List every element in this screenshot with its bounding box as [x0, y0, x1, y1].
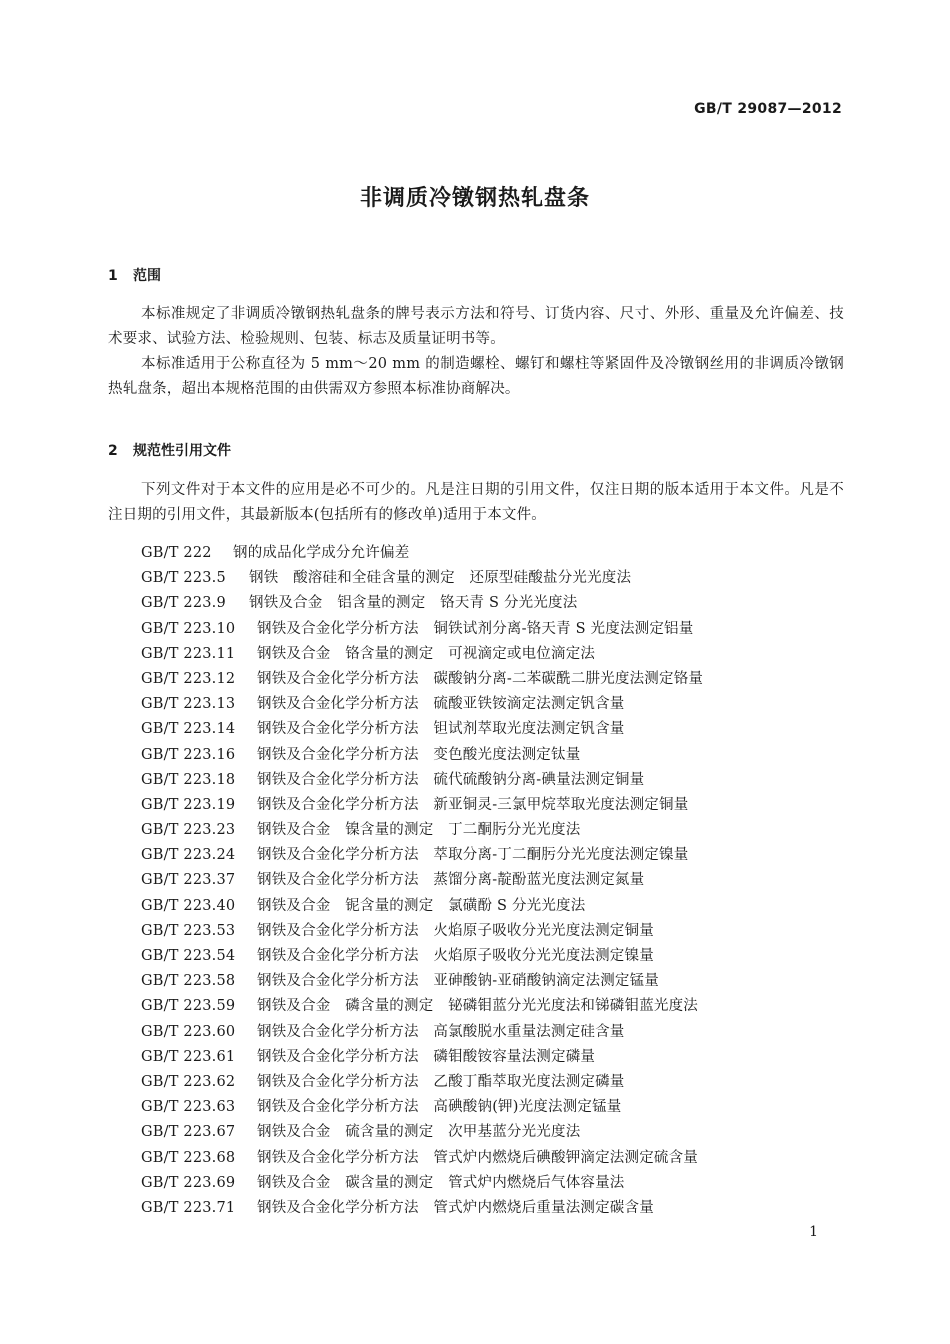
- reference-list: [141, 541, 703, 1221]
- reference-code: GB/T 223.5: [141, 570, 226, 587]
- reference-title: 钢铁及合金化学分析方法 硫代硫酸钠分离-碘量法测定铜量: [257, 771, 645, 788]
- section-number: 2: [108, 443, 118, 459]
- reference-item: [141, 969, 703, 994]
- standard-code: GB/T 29087—2012: [694, 101, 842, 117]
- reference-code: GB/T 223.59: [141, 998, 236, 1015]
- reference-title: 钢铁及合金化学分析方法 蒸馏分离-靛酚蓝光度法测定氮量: [257, 872, 645, 889]
- reference-title: 钢铁及合金化学分析方法 碳酸钠分离-二苯碳酰二肼光度法测定铬量: [257, 670, 704, 687]
- reference-title: 钢铁及合金 铌含量的测定 氯磺酚 S 分光光度法: [257, 897, 586, 914]
- reference-code: GB/T 223.58: [141, 973, 236, 990]
- section-number: 1: [108, 268, 118, 284]
- reference-code: GB/T 223.19: [141, 796, 236, 813]
- reference-title: 钢铁及合金 磷含量的测定 铋磷钼蓝分光光度法和锑磷钼蓝光度法: [257, 998, 698, 1015]
- reference-code: GB/T 223.53: [141, 922, 236, 939]
- reference-code: GB/T 223.11: [141, 645, 236, 662]
- reference-code: GB/T 223.13: [141, 696, 236, 713]
- reference-item: [141, 894, 703, 919]
- section-heading-scope: [108, 265, 161, 285]
- reference-title: 钢的成品化学成分允许偏差: [233, 545, 410, 561]
- reference-title: 钢铁及合金 铬含量的测定 可视滴定或电位滴定法: [257, 645, 596, 662]
- reference-item: [141, 1095, 703, 1120]
- reference-title: 钢铁及合金化学分析方法 磷钼酸铵容量法测定磷量: [257, 1048, 596, 1065]
- reference-title: 钢铁及合金化学分析方法 新亚铜灵-三氯甲烷萃取光度法测定铜量: [257, 796, 689, 813]
- reference-title: 钢铁及合金 镍含量的测定 丁二酮肟分光光度法: [257, 822, 581, 839]
- reference-code: GB/T 223.62: [141, 1073, 236, 1090]
- reference-item: [141, 994, 703, 1019]
- paragraph: 本标准适用于公称直径为 5 mm～20 mm 的制造螺栓、螺钉和螺柱等紧固件及冷镦钢丝用的非调质冷镦钢热轧盘条，超出本规格范围的由供需双方参照本标准协商解决。: [108, 356, 844, 397]
- reference-title: 钢铁及合金化学分析方法 管式炉内燃烧后重量法测定碳含量: [257, 1199, 654, 1216]
- section-title: 规范性引用文件: [133, 443, 231, 459]
- reference-item: [141, 591, 703, 616]
- reference-item: [141, 843, 703, 868]
- paragraph: 下列文件对于本文件的应用是必不可少的。凡是注日期的引用文件，仅注日期的版本适用于本文件。凡是不注日期的引用文件，其最新版本(包括所有的修改单)适用于本文件。: [108, 482, 844, 523]
- reference-title: 钢铁及合金化学分析方法 钽试剂萃取光度法测定钒含量: [257, 721, 625, 738]
- page-number: 1: [809, 1224, 818, 1240]
- reference-title: 钢铁及合金化学分析方法 铜铁试剂分离-铬天青 S 光度法测定铝量: [257, 620, 694, 637]
- reference-title: 钢铁及合金化学分析方法 亚砷酸钠-亚硝酸钠滴定法测定锰量: [257, 973, 659, 990]
- reference-code: GB/T 223.23: [141, 822, 236, 839]
- reference-code: GB/T 223.18: [141, 771, 236, 788]
- reference-title: 钢铁及合金化学分析方法 管式炉内燃烧后碘酸钾滴定法测定硫含量: [257, 1149, 698, 1166]
- section-heading-normative-references: [108, 440, 231, 460]
- reference-title: 钢铁及合金 碳含量的测定 管式炉内燃烧后气体容量法: [257, 1174, 625, 1191]
- reference-item: [141, 793, 703, 818]
- reference-code: GB/T 223.67: [141, 1124, 236, 1141]
- reference-code: GB/T 223.71: [141, 1199, 236, 1216]
- reference-item: [141, 1045, 703, 1070]
- reference-item: [141, 692, 703, 717]
- section-title: 范围: [133, 268, 161, 284]
- reference-code: GB/T 223.69: [141, 1174, 236, 1191]
- reference-code: GB/T 222: [141, 545, 212, 561]
- document-title: 非调质冷镦钢热轧盘条: [359, 186, 590, 211]
- reference-item: [141, 868, 703, 893]
- reference-item: [141, 642, 703, 667]
- reference-item: [141, 1171, 703, 1196]
- reference-title: 钢铁及合金化学分析方法 萃取分离-丁二酮肟分光光度法测定镍量: [257, 847, 689, 864]
- reference-code: GB/T 223.60: [141, 1023, 236, 1040]
- reference-title: 钢铁及合金化学分析方法 变色酸光度法测定钛量: [257, 746, 581, 763]
- reference-title: 钢铁及合金化学分析方法 乙酸丁酯萃取光度法测定磷量: [257, 1073, 625, 1090]
- reference-code: GB/T 223.9: [141, 595, 226, 612]
- reference-title: 钢铁 酸溶硅和全硅含量的测定 还原型硅酸盐分光光度法: [249, 570, 632, 587]
- reference-item: [141, 1120, 703, 1145]
- reference-item: [141, 541, 703, 566]
- reference-code: GB/T 223.68: [141, 1149, 236, 1166]
- paragraph: 本标准规定了非调质冷镦钢热轧盘条的牌号表示方法和符号、订货内容、尺寸、外形、重量及允许偏差、技术要求、试验方法、检验规则、包装、标志及质量证明书等。: [108, 306, 844, 347]
- reference-item: [141, 1196, 703, 1221]
- reference-code: GB/T 223.61: [141, 1048, 236, 1065]
- reference-code: GB/T 223.54: [141, 948, 236, 964]
- reference-item: [141, 717, 703, 742]
- reference-item: [141, 919, 703, 944]
- reference-code: GB/T 223.14: [141, 721, 236, 738]
- reference-code: GB/T 223.12: [141, 670, 236, 687]
- reference-item: [141, 1070, 703, 1095]
- reference-item: [141, 944, 703, 969]
- reference-title: 钢铁及合金化学分析方法 硫酸亚铁铵滴定法测定钒含量: [257, 696, 625, 713]
- reference-item: [141, 818, 703, 843]
- reference-code: GB/T 223.37: [141, 872, 236, 889]
- reference-title: 钢铁及合金化学分析方法 高碘酸钠(钾)光度法测定锰量: [257, 1099, 622, 1116]
- reference-item: [141, 743, 703, 768]
- reference-item: [141, 768, 703, 793]
- reference-item: [141, 667, 703, 692]
- reference-item: [141, 617, 703, 642]
- reference-title: 钢铁及合金 硫含量的测定 次甲基蓝分光光度法: [257, 1124, 581, 1141]
- reference-title: 钢铁及合金化学分析方法 高氯酸脱水重量法测定硅含量: [257, 1023, 625, 1040]
- reference-item: [141, 1146, 703, 1171]
- reference-code: GB/T 223.63: [141, 1099, 236, 1116]
- reference-title: 钢铁及合金化学分析方法 火焰原子吸收分光光度法测定铜量: [257, 922, 654, 939]
- reference-item: [141, 1020, 703, 1045]
- reference-title: 钢铁及合金化学分析方法 火焰原子吸收分光光度法测定镍量: [257, 948, 654, 964]
- reference-code: GB/T 223.24: [141, 847, 236, 864]
- reference-item: [141, 566, 703, 591]
- reference-title: 钢铁及合金 铝含量的测定 铬天青 S 分光光度法: [249, 595, 578, 612]
- reference-code: GB/T 223.40: [141, 897, 236, 914]
- reference-code: GB/T 223.10: [141, 620, 236, 637]
- reference-code: GB/T 223.16: [141, 746, 236, 763]
